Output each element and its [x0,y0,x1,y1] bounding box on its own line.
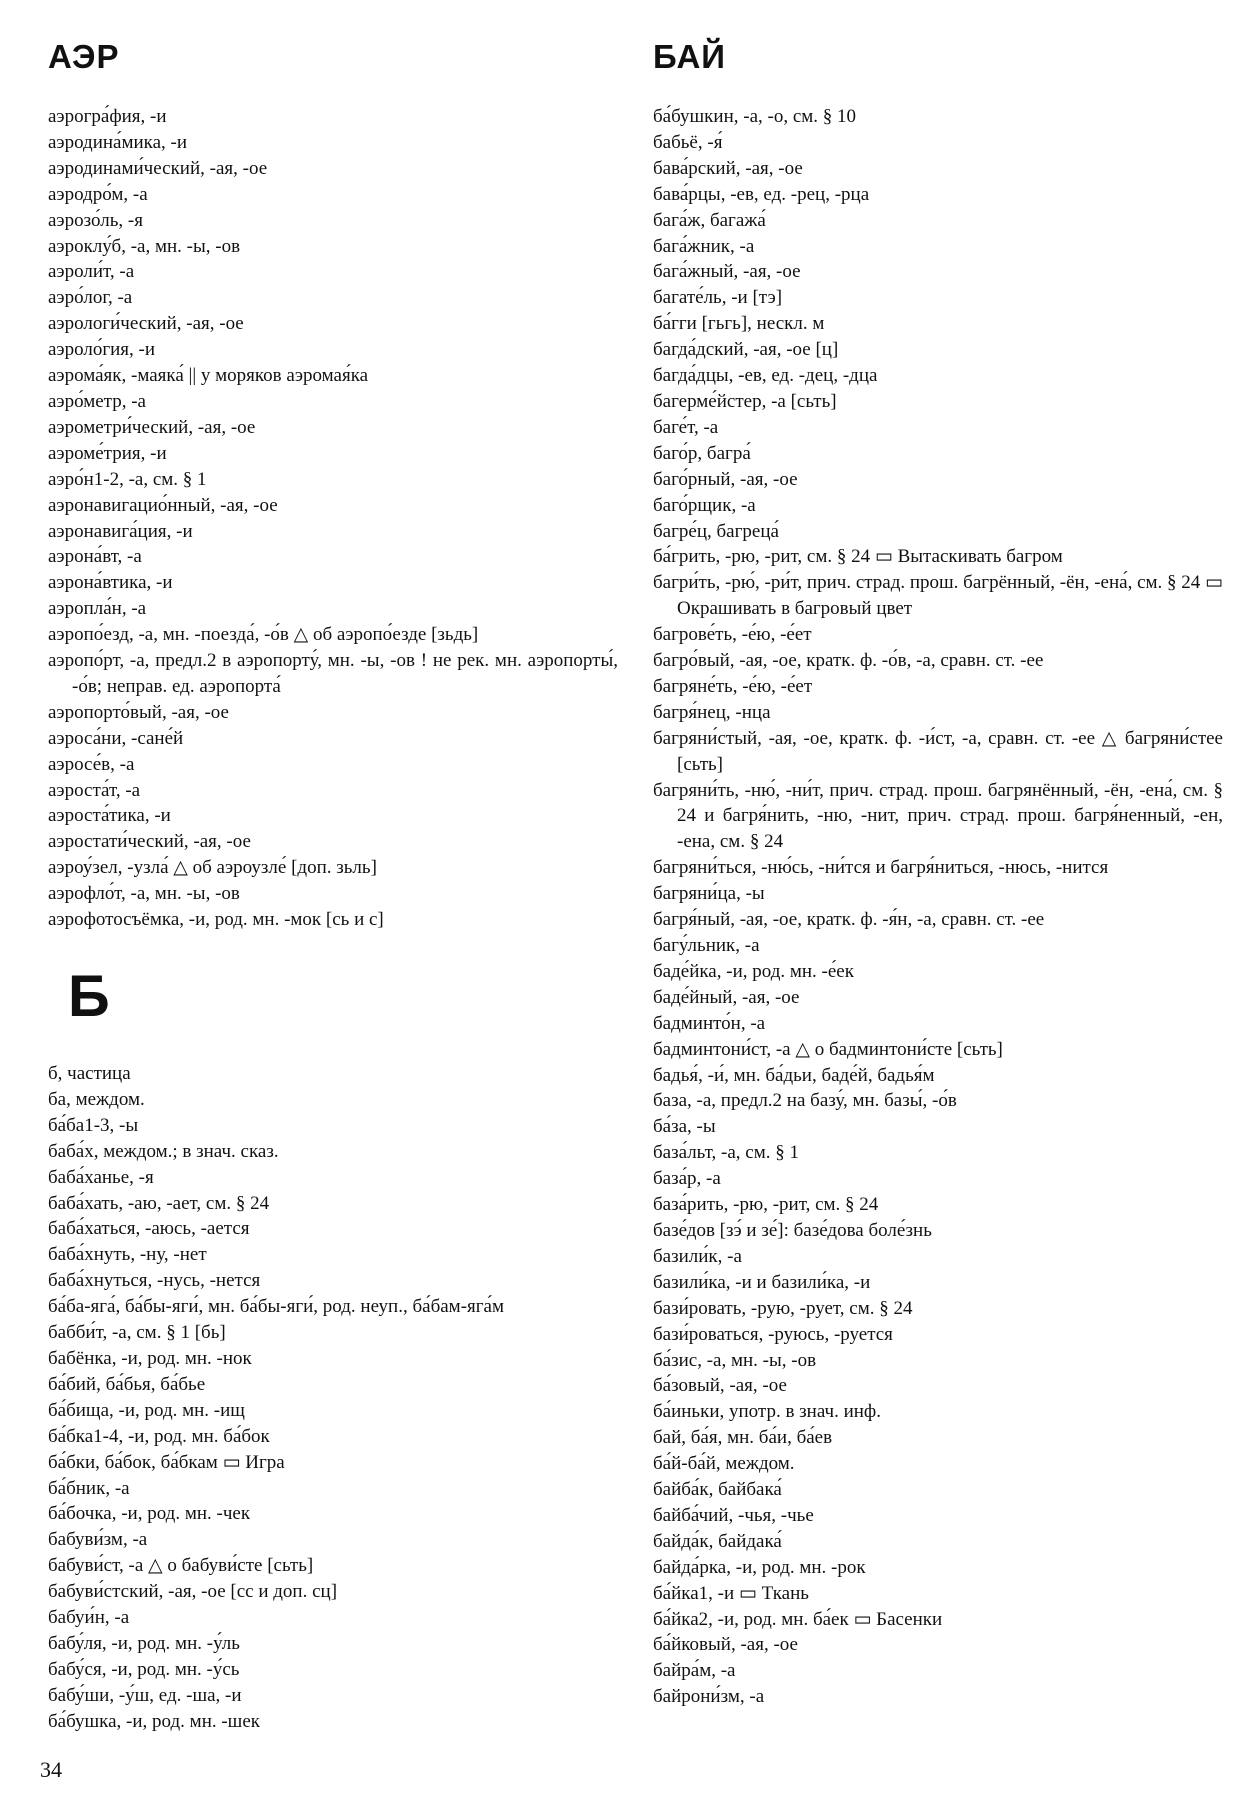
section-letter: Б [68,964,110,1029]
page-number: 34 [40,1757,62,1782]
dictionary-entry: аэродинами́ческий, -ая, -ое [48,157,268,179]
dictionary-entry: баде́йный, -ая, -ое [653,986,800,1008]
dictionary-entry: аэрометри́ческий, -ая, -ое [48,416,256,438]
dictionary-entry: ба́бища, -и, род. мн. -ищ [48,1399,245,1421]
dictionary-entry: бага́жный, -ая, -ое [653,261,801,283]
dictionary-entry: бага́жник, -а [653,235,755,257]
dictionary-entry: багри́ть, -рю́, -ри́т, прич. страд. прош. багрённый, -ён, -ена́, см. § 24 ▭ Окрашивать в багровый цвет [653,572,1223,620]
dictionary-entry: баго́рщик, -а [653,494,756,516]
dictionary-entry: аэроса́ни, -сане́й [48,727,184,749]
dictionary-entry: бабу́ши, -у́ш, ед. -ша, -и [48,1684,242,1706]
dictionary-entry: аэрома́як, -маяка́ || у моряков аэромая́ка [48,365,369,387]
left-column [48,38,618,1735]
dictionary-entry: аэро́н1-2, -а, см. § 1 [48,468,207,490]
dictionary-entry: багерме́йстер, -а [сьть] [653,390,837,412]
dictionary-entry: ба́бник, -а [48,1477,130,1499]
dictionary-entry: ба́бка1-4, -и, род. мн. ба́бок [48,1425,270,1447]
right-column [653,38,1223,1710]
dictionary-entry: база́р, -а [653,1168,721,1190]
dictionary-entry: ба́йка1, -и ▭ Ткань [653,1582,809,1604]
dictionary-entry: бава́рский, -ая, -ое [653,157,803,179]
dictionary-entry: байда́к, байдака́ [653,1530,782,1552]
dictionary-entry: аэроста́т, -а [48,779,141,801]
dictionary-entry: бага́ж, багажа́ [653,209,766,231]
dictionary-entry: ба́бочка, -и, род. мн. -чек [48,1503,251,1525]
dictionary-entry: бадья́, -и́, мн. ба́дьи, баде́й, бадья́м [653,1064,935,1086]
dictionary-entry: бабу́ля, -и, род. мн. -у́ль [48,1632,240,1654]
dictionary-entry: ба́ба1-3, -ы [48,1114,139,1136]
dictionary-entry: баго́р, багра́ [653,442,751,464]
dictionary-entry: база́рить, -рю, -рит, см. § 24 [653,1194,879,1216]
dictionary-entry: ба́й-ба́й, междом. [653,1453,795,1475]
dictionary-entry: бабуви́зм, -а [48,1529,148,1551]
dictionary-entry: аэрогра́фия, -и [48,106,167,127]
dictionary-entry: ба́бки, ба́бок, ба́бкам ▭ Игра [48,1451,285,1473]
dictionary-entry: ба́гги [гьгь], нескл. м [653,313,825,335]
dictionary-entry: багда́дский, -ая, -ое [ц] [653,339,839,361]
dictionary-entry: багро́вый, -ая, -ое, кратк. ф. -о́в, -а, сравн. ст. -ее [653,650,1044,672]
dictionary-entry: багре́ц, багреца́ [653,520,779,542]
dictionary-entry: бази́ровать, -рую, -рует, см. § 24 [653,1297,913,1319]
dictionary-entry: аэропо́езд, -а, мн. -поезда́, -о́в △ об аэропо́езде [зьдь] [48,624,479,646]
dictionary-entry: байба́чий, -чья, -чье [653,1504,814,1526]
dictionary-entry: ба́бий, ба́бья, ба́бье [48,1373,206,1395]
dictionary-entry: бабби́т, -а, см. § 1 [бь] [48,1322,226,1344]
dictionary-entry: бадминто́н, -а [653,1012,766,1034]
dictionary-entry: бай, ба́я, мн. ба́и, ба́ев [653,1427,833,1449]
left-running-head: АЭР [48,38,120,75]
dictionary-entry: баба́хнуть, -ну, -нет [48,1244,207,1266]
dictionary-entry: багря́нец, -нца [653,701,771,723]
dictionary-entry: аэрофотосъёмка, -и, род. мн. -мок [сь и с] [48,909,384,931]
dictionary-entry: аэро́метр, -а [48,390,146,412]
dictionary-entry: бабуви́ст, -а △ о бабуви́сте [сьть] [48,1555,314,1577]
dictionary-entry: аэроме́трия, -и [48,442,167,464]
dictionary-entry: базили́ка, -и и базили́ка, -и [653,1271,871,1293]
dictionary-entry: аэросе́в, -а [48,753,135,775]
dictionary-entry: аэропорто́вый, -ая, -ое [48,701,229,723]
dictionary-entry: аэроу́зел, -узла́ △ об аэроузле́ [доп. зьль] [48,857,377,879]
dictionary-entry: багряни́стый, -ая, -ое, кратк. ф. -и́ст, -а, сравн. ст. -ее △ багряни́стее [сьть] [653,727,1223,775]
dictionary-entry: аэрона́втика, -и [48,572,173,594]
dictionary-entry: баге́т, -а [653,416,719,438]
dictionary-entry: баго́рный, -ая, -ое [653,468,798,490]
dictionary-entry: аэронавигацио́нный, -ая, -ое [48,494,278,516]
dictionary-entry: база, -а, предл.2 на базу́, мн. базы́, -о́в [653,1090,957,1112]
dictionary-entry: ба́иньки, употр. в знач. инф. [653,1401,881,1423]
dictionary-entry: аэро́лог, -а [48,287,133,309]
dictionary-entry: аэронавига́ция, -и [48,520,193,542]
dictionary-entry: база́льт, -а, см. § 1 [653,1142,799,1164]
dictionary-entry: баба́хаться, -аюсь, -ается [48,1218,250,1240]
dictionary-entry: багря́ный, -ая, -ое, кратк. ф. -я́н, -а, сравн. ст. -ее [653,909,1045,931]
dictionary-entry: ба, междом. [48,1088,145,1110]
dictionary-entry: багрове́ть, -е́ю, -е́ет [653,624,812,646]
dictionary-entry: багряне́ть, -е́ю, -е́ет [653,675,813,697]
dictionary-entry: бабёнка, -и, род. мн. -нок [48,1347,252,1369]
dictionary-entry: аэропла́н, -а [48,598,147,620]
dictionary-entry: ба́за, -ы [653,1116,716,1138]
dictionary-entry: багу́льник, -а [653,935,760,956]
dictionary-entry: ба́грить, -рю, -рит, см. § 24 ▭ Вытаскивать багром [653,546,1063,568]
dictionary-entry: базили́к, -а [653,1245,742,1267]
dictionary-entry: баба́хать, -аю, -ает, см. § 24 [48,1192,270,1214]
dictionary-entry: базе́дов [зэ́ и зе́]: базе́дова боле́знь [653,1219,932,1241]
dictionary-entry: аэрологи́ческий, -ая, -ое [48,313,244,335]
dictionary-entry: аэрона́вт, -а [48,546,142,568]
dictionary-entry: бази́роваться, -руюсь, -руется [653,1323,893,1345]
dictionary-entry: аэроклу́б, -а, мн. -ы, -ов [48,235,241,257]
dictionary-entry: аэрозо́ль, -я [48,209,143,231]
dictionary-entry: ба́зис, -а, мн. -ы, -ов [653,1349,817,1371]
dictionary-entry: аэропо́рт, -а, предл.2 в аэропорту́, мн. -ы, -ов ! не рек. мн. аэропорты́, -о́в; неправ. ед. аэропорта́ [48,650,618,697]
dictionary-entry: багряни́ца, -ы [653,883,765,905]
left-entries-top [48,104,618,933]
right-entries [653,104,1223,1710]
dictionary-entry: баба́хнуться, -нусь, -нется [48,1270,261,1292]
dictionary-entry: баба́ханье, -я [48,1166,154,1188]
dictionary-entry: ба́йка2, -и, род. мн. ба́ек ▭ Басенки [653,1608,943,1630]
dictionary-entry: ба́бушкин, -а, -о, см. § 10 [653,106,857,127]
dictionary-entry: багряни́ться, -ню́сь, -ни́тся и багря́ниться, -нюсь, -нится [653,857,1109,879]
dictionary-entry: ба́ба-яга́, ба́бы-яги́, мн. ба́бы-яги́, род. неуп., ба́бам-яга́м [48,1296,505,1318]
right-running-head: БАЙ [653,38,727,75]
dictionary-entry: бабуви́стский, -ая, -ое [сс и доп. сц] [48,1581,338,1603]
dictionary-entry: ба́бушка, -и, род. мн. -шек [48,1710,260,1732]
dictionary-entry: ба́зовый, -ая, -ое [653,1375,787,1397]
dictionary-entry: аэроло́гия, -и [48,339,156,361]
dictionary-entry: аэрофло́т, -а, мн. -ы, -ов [48,883,240,905]
dictionary-entry: аэроста́тика, -и [48,805,171,827]
dictionary-entry: аэродро́м, -а [48,183,148,205]
dictionary-entry: б, частица [48,1063,131,1084]
dictionary-entry: бабу́ся, -и, род. мн. -у́сь [48,1658,240,1680]
dictionary-entry: баба́х, междом.; в знач. сказ. [48,1140,279,1162]
dictionary-entry: бава́рцы, -ев, ед. -рец, -рца [653,183,870,205]
dictionary-entry: байрони́зм, -а [653,1686,765,1708]
dictionary-entry: аэроли́т, -а [48,261,135,283]
dictionary-entry: аэродина́мика, -и [48,131,188,153]
dictionary-entry: ба́йковый, -ая, -ое [653,1634,798,1656]
dictionary-entry: бадминтони́ст, -а △ о бадминтони́сте [сьть] [653,1038,1003,1060]
dictionary-entry: багда́дцы, -ев, ед. -дец, -дца [653,365,878,387]
dictionary-entry: бабьё, -я́ [653,131,723,153]
dictionary-entry: байба́к, байбака́ [653,1479,782,1501]
dictionary-entry: багряни́ть, -ню́, -ни́т, прич. страд. прош. багрянённый, -ён, -ена́, см. § 24 и багря́нить, -ню, -нит, прич. страд. прош. багря́ненный, -ен, -ена, см. § 24 [653,779,1223,853]
dictionary-entry: байра́м, -а [653,1660,736,1682]
dictionary-entry: баде́йка, -и, род. мн. -е́ек [653,960,854,982]
dictionary-entry: байда́рка, -и, род. мн. -рок [653,1556,866,1578]
dictionary-entry: багате́ль, -и [тэ] [653,287,783,309]
dictionary-entry: бабуи́н, -а [48,1607,130,1629]
dictionary-entry: аэростати́ческий, -ая, -ое [48,831,251,853]
left-entries-bottom [48,1061,618,1735]
